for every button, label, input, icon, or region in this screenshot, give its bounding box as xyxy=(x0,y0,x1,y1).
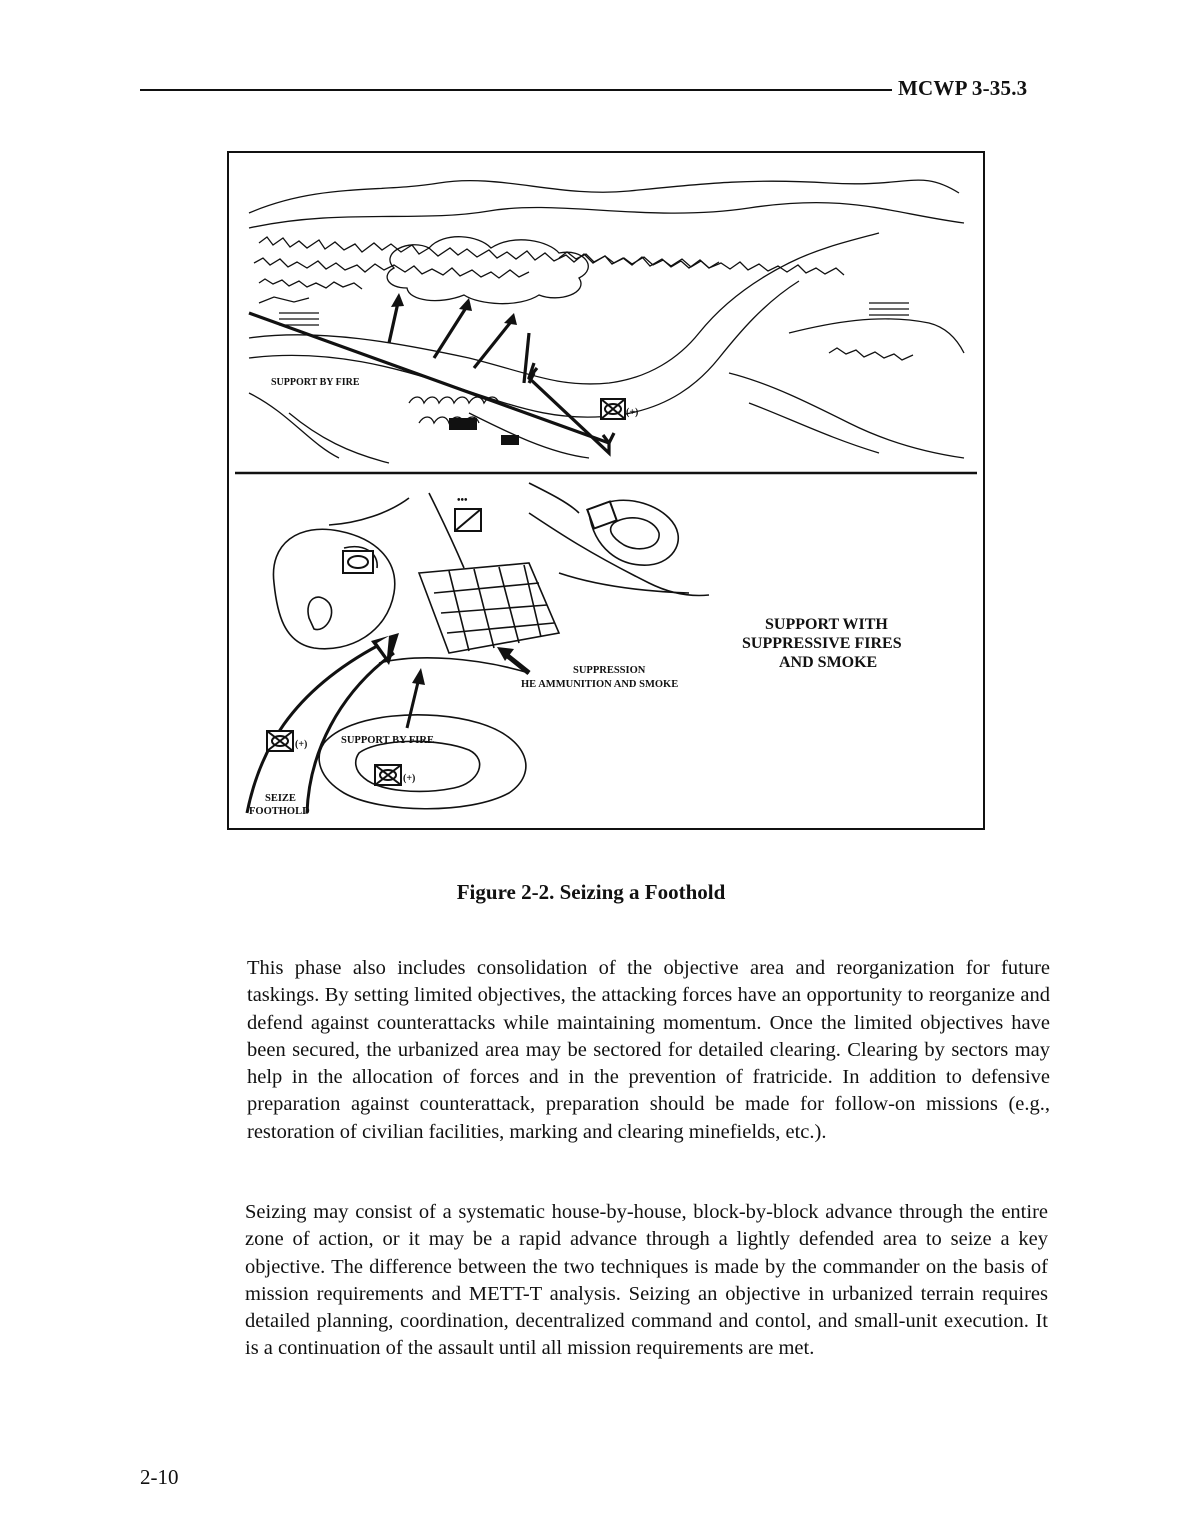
figure-caption: Figure 2-2. Seizing a Foothold xyxy=(456,880,726,904)
label-support-by-fire-bottom: SUPPORT BY FIRE xyxy=(341,735,434,746)
label-seize-line2: FOOTHOLD xyxy=(249,806,310,817)
label-support-with-line1: SUPPORT WITH xyxy=(765,616,888,633)
figure-illustration xyxy=(229,153,985,830)
unit-modifier-left: (+) xyxy=(295,739,308,750)
body-paragraph-1: This phase also includes consolidation of the objective area and reorganization for future taskings. By setting limited objectives, the attacking forces have an opportunity to reorganize and defend against counterattacks while maintaining momentum. Once the limited objectives have been secured, the urbanized area may be sectored for detailed clearing. Clearing by sectors may help in the allocation of forces and in the prevention of fratricide. In addition to defensive preparation against counterattack, preparation should be made for follow-on missions (e.g., restoration of civilian facilities, marking and clearing minefields, etc.). xyxy=(247,957,1050,1143)
support-fire-arrow xyxy=(407,678,419,728)
unit-modifier-bottom: (+) xyxy=(403,773,416,784)
label-support-by-fire-top: SUPPORT BY FIRE xyxy=(271,377,360,388)
unit-modifier-top: (+) xyxy=(626,407,639,418)
building-block xyxy=(449,418,477,430)
body-paragraph-2: Seizing may consist of a systematic house-by-house, block-by-block advance through the entire zone of action, or it may be a rapid advance through a lightly defended area to seize a key objective. The difference between the two techniques is made by the commander on the basis of mission requirements and METT-T analysis. Seizing an objective in urbanized terrain requires detailed planning, coordination, decentralized command and contol, and small-unit execution. It is a continuation of the assault until all mission requirements are met. xyxy=(245,1201,1048,1360)
echelon-mark: ••• xyxy=(457,495,468,506)
unit-symbol-top xyxy=(601,399,625,419)
building-block xyxy=(501,435,519,445)
header-rule xyxy=(140,89,892,91)
label-suppression-line1: SUPPRESSION xyxy=(573,665,646,676)
figure-2-2 xyxy=(227,151,985,830)
label-support-with-line3: AND SMOKE xyxy=(779,654,878,671)
seize-foothold-arrows xyxy=(247,645,394,813)
document-id: MCWP 3-35.3 xyxy=(898,76,1028,100)
label-seize-line1: SEIZE xyxy=(265,793,296,804)
top-panel-arrows xyxy=(249,298,614,453)
top-panel-terrain xyxy=(249,180,964,463)
support-fire-arrowhead xyxy=(412,668,425,685)
label-support-with-line2: SUPPRESSIVE FIRES xyxy=(742,635,902,652)
bottom-panel-contours xyxy=(273,483,709,809)
page-number: 2-10 xyxy=(140,1465,179,1489)
label-suppression-line2: HE AMMUNITION AND SMOKE xyxy=(521,679,679,690)
